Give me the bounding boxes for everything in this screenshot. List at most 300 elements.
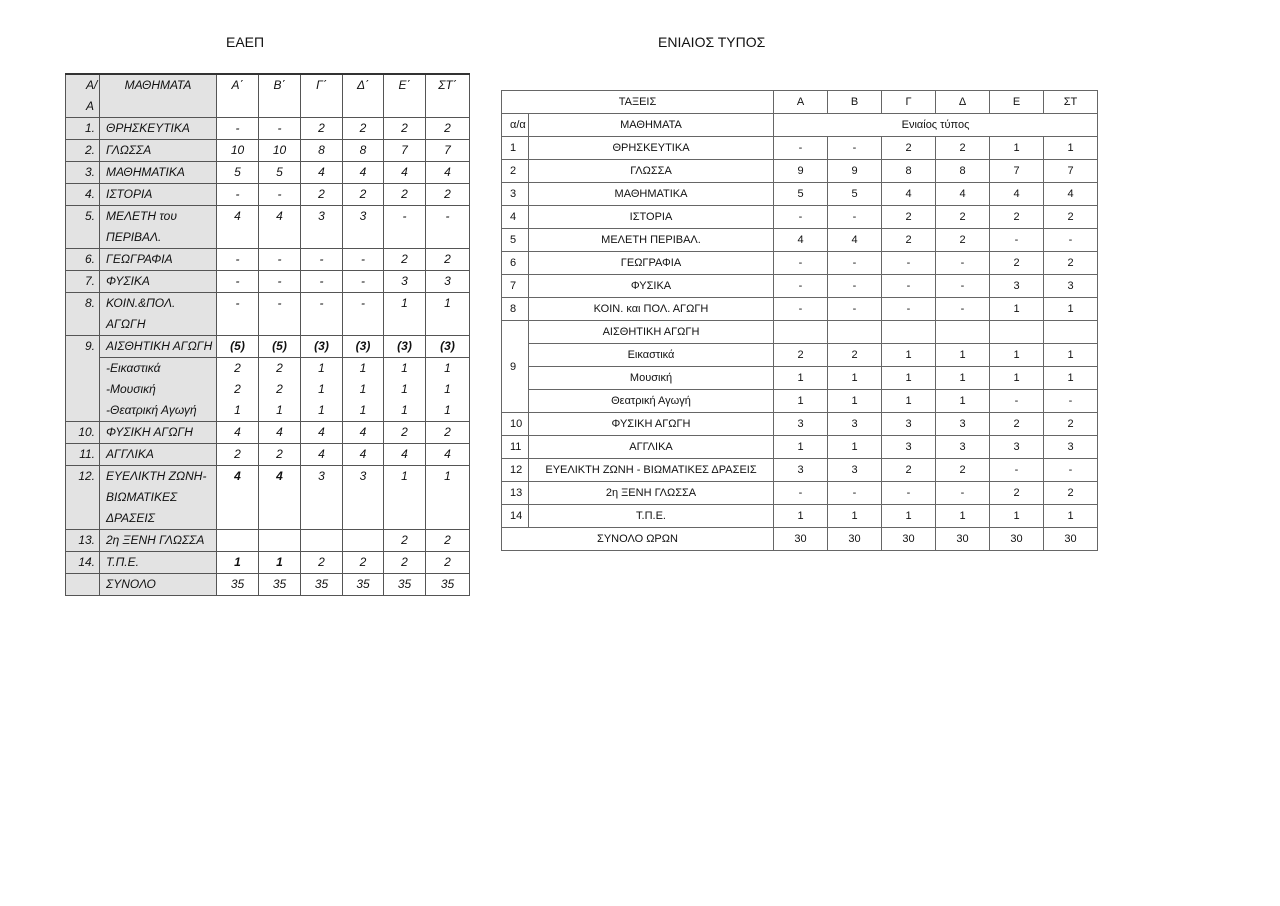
eaep-value: 2 [318,121,325,135]
eaep-value: - [277,121,282,135]
eniaios-value-cell: 2 [828,344,882,367]
eniaios-subject-cell: ΓΕΩΓΡΑΦΙΑ [529,252,774,275]
eaep-value-cell [217,466,259,530]
eaep-value: 3 [359,469,367,483]
eaep-value-cell [343,530,384,552]
eniaios-value-cell: 1 [990,298,1044,321]
eaep-value: 2 [359,187,367,201]
eniaios-value-cell: - [774,298,828,321]
eniaios-row [502,413,1098,436]
eniaios-row [502,505,1098,528]
eaep-value-cell [301,552,343,574]
eaep-value: 2 [401,555,408,569]
eaep-value-cell [259,422,301,444]
eaep-value-cell: 1 [426,379,470,400]
eniaios-row-number: 5 [502,229,529,252]
eaep-value: 4 [318,447,325,461]
eniaios-row [502,229,1098,252]
eaep-value-cell [343,336,384,358]
eaep-value: 3 [401,274,408,288]
eaep-value: 4 [318,425,325,439]
eaep-value-cell [343,184,384,206]
eaep-value: 35 [272,577,287,591]
eniaios-value-cell: - [936,482,990,505]
eaep-value-cell [301,466,343,530]
eniaios-value-cell: 1 [828,436,882,459]
eaep-subject-line: Τ.Π.Ε. [106,555,139,569]
eaep-row-number: 2. [66,140,100,162]
eaep-value: - [402,209,407,223]
eaep-value: 4 [359,425,367,439]
eaep-value-cell: 1 [301,400,343,422]
eaep-header-cell: Γ΄ [301,74,343,118]
eaep-row [66,184,470,206]
eaep-value: 35 [356,577,370,591]
eniaios-row [502,459,1098,482]
eaep-value: 3 [359,209,367,223]
eniaios-subject-cell: ΕΥΕΛΙΚΤΗ ΖΩΝΗ - ΒΙΩΜΑΤΙΚΕΣ ΔΡΑΣΕΙΣ [529,459,774,482]
eaep-value-cell: 2 [259,379,301,400]
eaep-subject-line: ΑΓΓΛΙΚΑ [106,447,154,461]
eniaios-value-cell: 4 [1044,183,1098,206]
eaep-value: 4 [234,469,241,483]
eaep-value: 3 [444,274,451,288]
eaep-value: 4 [234,425,241,439]
eniaios-value-cell: - [882,275,936,298]
eaep-value: 1 [401,469,408,483]
eaep-row [66,162,470,184]
eniaios-row [502,206,1098,229]
eniaios-value-cell: 2 [1044,413,1098,436]
eniaios-row [502,137,1098,160]
eaep-value-cell [217,574,259,596]
eaep-value: 2 [359,555,367,569]
eaep-value: 4 [359,165,367,179]
eniaios-value-cell: 2 [990,252,1044,275]
eaep-value: 3 [318,469,325,483]
eaep-value: - [445,209,450,223]
eaep-value: 1 [444,469,451,483]
eniaios-value-cell: - [936,252,990,275]
eniaios-value-cell: 1 [1044,137,1098,160]
eniaios-value-cell: 7 [1044,160,1098,183]
eaep-value-cell [259,140,301,162]
eaep-value-cell [343,293,384,336]
eaep-subject-cell [100,552,217,574]
eaep-subject-line: ΑΙΣΘΗΤΙΚΗ ΑΓΩΓΗ [106,339,213,353]
eaep-value: - [319,296,324,310]
eniaios-value-cell: 2 [936,137,990,160]
eniaios-value-cell: 1 [936,367,990,390]
eniaios-value-cell: 7 [990,160,1044,183]
eaep-subject-line: 2η ΞΕΝΗ ΓΛΩΣΣΑ [106,533,205,547]
eaep-header-cell: Δ΄ [343,74,384,118]
eniaios-value-cell: - [828,137,882,160]
eaep-value-cell [426,552,470,574]
eaep-subject-cell [100,206,217,249]
eniaios-header-cell: ΤΑΞΕΙΣ [502,91,774,114]
eaep-value-cell [301,162,343,184]
eniaios-value-cell: - [774,252,828,275]
eniaios-subject-cell: ΚΟΙΝ. και ΠΟΛ. ΑΓΩΓΗ [529,298,774,321]
eaep-value: 35 [397,577,412,591]
eaep-value-cell [343,444,384,466]
eaep-value-cell [343,466,384,530]
eaep-value: - [235,274,240,288]
eaep-subject-line: ΜΑΘΗΜΑΤΙΚΑ [106,165,185,179]
eaep-value-cell [426,140,470,162]
eaep-value-cell [384,184,426,206]
eniaios-row-number: 12 [502,459,529,482]
eaep-value-cell [259,444,301,466]
eniaios-value-cell: - [882,298,936,321]
eniaios-row-number: 1 [502,137,529,160]
eaep-value-cell: 1 [426,400,470,422]
eniaios-value-cell: 4 [882,183,936,206]
eniaios-header-cell: Α [774,91,828,114]
eniaios-subrow [502,390,1098,413]
eniaios-value-cell: 1 [936,390,990,413]
eaep-subject-line: ΦΥΣΙΚΑ [106,274,150,288]
eaep-value-cell [217,118,259,140]
eniaios-value-cell [936,321,990,344]
eaep-value-cell: 1 [301,379,343,400]
eaep-row-number: 8. [66,293,100,336]
eaep-value-cell [343,574,384,596]
eaep-subject-cell [100,530,217,552]
eaep-table [65,73,470,596]
eniaios-value-cell: 1 [828,390,882,413]
eaep-value: - [361,296,365,310]
eaep-subject-line: ΜΕΛΕΤΗ του [106,209,177,223]
eniaios-value-cell: 1 [828,367,882,390]
eniaios-value-cell: 2 [882,459,936,482]
eniaios-row-number: 13 [502,482,529,505]
eaep-value: 3 [318,209,325,223]
eniaios-subject-cell: ΜΕΛΕΤΗ ΠΕΡΙΒΑΛ. [529,229,774,252]
eaep-row-number: 9. [66,336,100,422]
eaep-value-cell [217,293,259,336]
eniaios-value-cell: 3 [828,459,882,482]
eaep-value-cell [384,466,426,530]
eniaios-value-cell: 3 [774,459,828,482]
eaep-value-cell [259,574,301,596]
eaep-value-cell [426,336,470,358]
eniaios-value-cell: - [1044,229,1098,252]
eniaios-subject-cell: ΑΙΣΘΗΤΙΚΗ ΑΓΩΓΗ [529,321,774,344]
eniaios-value-cell: 1 [990,137,1044,160]
eaep-value: - [319,252,324,266]
eaep-value-cell [343,206,384,249]
eaep-value: 4 [444,447,451,461]
eniaios-value-cell: 2 [1044,252,1098,275]
eaep-value: 10 [230,143,245,157]
eaep-value-cell [259,118,301,140]
eaep-header-cell: ΣΤ΄ [426,74,470,118]
eaep-value-cell [259,162,301,184]
eaep-subject-cell: -Εικαστικά [100,358,217,380]
eaep-value-cell [259,293,301,336]
eaep-value-cell [343,162,384,184]
eaep-row-number: 6. [66,249,100,271]
eaep-value-cell [301,118,343,140]
eaep-subject-line: ΠΕΡΙΒΑΛ. [106,230,162,244]
eaep-subject-line: ΓΕΩΓΡΑΦΙΑ [106,252,173,266]
eaep-row [66,336,470,358]
eaep-value: - [277,296,282,310]
eniaios-value-cell: 4 [936,183,990,206]
eniaios-value-cell: 3 [828,413,882,436]
eniaios-value-cell: 4 [774,229,828,252]
eaep-value-cell [426,466,470,530]
eaep-value: 35 [440,577,455,591]
eaep-value-cell [301,184,343,206]
eaep-value-cell [301,444,343,466]
eaep-value-cell [426,249,470,271]
eniaios-value-cell: 9 [774,160,828,183]
eniaios-row [502,252,1098,275]
eaep-header-cell: Α/Α [66,74,100,118]
eniaios-total-value: 30 [990,528,1044,551]
eniaios-value-cell: 8 [882,160,936,183]
eaep-value-cell [426,184,470,206]
eaep-value-cell [426,271,470,293]
eaep-value: 8 [359,143,367,157]
eaep-subject-line: ΓΛΩΣΣΑ [106,143,152,157]
eniaios-row-number: 4 [502,206,529,229]
eaep-value-cell [343,118,384,140]
eaep-value-cell [426,422,470,444]
eaep-value: 7 [444,143,451,157]
eniaios-row [502,482,1098,505]
eaep-value-cell [426,444,470,466]
eniaios-value-cell: 2 [882,206,936,229]
eaep-value-cell [217,271,259,293]
eaep-value: - [277,187,282,201]
eniaios-subject-cell: 2η ΞΕΝΗ ΓΛΩΣΣΑ [529,482,774,505]
eniaios-value-cell [828,321,882,344]
eaep-header-cell: Β΄ [259,74,301,118]
eaep-subject-line: ΦΥΣΙΚΗ ΑΓΩΓΗ [106,425,193,439]
eaep-value-cell: 1 [343,379,384,400]
eaep-value-cell: 2 [217,358,259,380]
eniaios-value-cell: 3 [990,436,1044,459]
eniaios-value-cell: 2 [936,206,990,229]
eaep-value-cell [384,574,426,596]
eniaios-total-value: 30 [828,528,882,551]
eaep-value-cell [259,206,301,249]
eniaios-value-cell: 5 [828,183,882,206]
eaep-subject-cell [100,466,217,530]
eaep-value: 2 [444,555,451,569]
eaep-value-cell [384,530,426,552]
eniaios-row [502,298,1098,321]
eniaios-value-cell: 1 [774,505,828,528]
eaep-subject-cell: -Μουσική [100,379,217,400]
eaep-value-cell [217,140,259,162]
eniaios-total-value: 30 [774,528,828,551]
eniaios-value-cell: 1 [774,390,828,413]
eniaios-subject-header: ΜΑΘΗΜΑΤΑ [529,114,774,137]
eniaios-value-cell: 3 [990,275,1044,298]
eaep-value-cell [384,162,426,184]
eaep-value-cell [384,444,426,466]
eaep-value: 5 [234,165,241,179]
eaep-row [66,530,470,552]
eaep-value: 2 [444,252,451,266]
eniaios-subheader-row [502,114,1098,137]
eaep-row [66,466,470,530]
eaep-value: 4 [234,209,241,223]
eniaios-row-number: 6 [502,252,529,275]
eniaios-value-cell: 2 [936,229,990,252]
eaep-subject-line: ΕΥΕΛΙΚΤΗ ΖΩΝΗ- [106,469,207,483]
eaep-value-cell [259,530,301,552]
eaep-value-cell [301,271,343,293]
eniaios-value-cell [882,321,936,344]
eaep-value: - [235,252,240,266]
eniaios-value-cell: - [990,390,1044,413]
eaep-value-cell [426,530,470,552]
eniaios-value-cell: - [774,137,828,160]
eniaios-value-cell: 1 [882,367,936,390]
eniaios-row-number: 11 [502,436,529,459]
eaep-value: 2 [401,252,408,266]
eaep-value-cell [259,466,301,530]
eaep-value-cell: 1 [259,400,301,422]
eaep-value-cell [426,118,470,140]
eniaios-value-cell: - [1044,390,1098,413]
eaep-value-cell [217,530,259,552]
eniaios-value-cell: 2 [936,459,990,482]
eniaios-total-value: 30 [936,528,990,551]
eniaios-value-cell: - [936,298,990,321]
eniaios-header-row [502,91,1098,114]
eaep-value-cell [384,206,426,249]
eaep-value-cell [301,140,343,162]
eniaios-row-number: 7 [502,275,529,298]
eaep-value-cell: 1 [426,358,470,380]
eniaios-subject-cell: ΑΓΓΛΙΚΑ [529,436,774,459]
eaep-value: 2 [401,425,408,439]
eniaios-row-number: 10 [502,413,529,436]
eaep-subject-cell [100,184,217,206]
eniaios-value-cell: 4 [828,229,882,252]
eaep-row-number: 1. [66,118,100,140]
eaep-subject-line: ΙΣΤΟΡΙΑ [106,187,153,201]
eaep-row-number: 12. [66,466,100,530]
eaep-value: 1 [401,296,408,310]
eaep-value: 1 [234,555,241,569]
eaep-row [66,271,470,293]
eaep-value-cell [259,271,301,293]
eniaios-value-cell: 2 [990,482,1044,505]
eniaios-subject-cell: Θεατρική Αγωγή [529,390,774,413]
eaep-value-cell [343,140,384,162]
eniaios-value-cell: 2 [990,413,1044,436]
eniaios-value-cell: 1 [882,344,936,367]
eaep-value-cell [301,336,343,358]
eaep-value-cell: 1 [343,400,384,422]
eaep-value: 2 [318,555,325,569]
eaep-subject-line: ΒΙΩΜΑΤΙΚΕΣ [106,490,178,504]
eniaios-subject-cell: Τ.Π.Ε. [529,505,774,528]
eaep-value: 4 [318,165,325,179]
eaep-subject-cell: -Θεατρική Αγωγή [100,400,217,422]
eaep-subject-cell [100,162,217,184]
eaep-value-cell [343,552,384,574]
eniaios-value-cell: - [936,275,990,298]
eaep-value-cell [301,206,343,249]
eaep-value-cell [259,552,301,574]
eaep-value-cell [384,552,426,574]
eaep-value-cell: 1 [301,358,343,380]
eaep-row-number: 7. [66,271,100,293]
eaep-value: 5 [276,165,283,179]
eniaios-aa-header: α/α [502,114,529,137]
eaep-value: (3) [355,339,371,353]
eaep-value-cell: 2 [217,379,259,400]
eaep-value: 2 [318,187,325,201]
eniaios-subject-cell: ΘΡΗΣΚΕΥΤΙΚΑ [529,137,774,160]
eaep-row [66,118,470,140]
eaep-value: 4 [444,165,451,179]
eniaios-value-cell: - [990,459,1044,482]
eaep-header-row [66,74,470,118]
eniaios-value-cell: 3 [936,413,990,436]
eaep-subject-cell [100,249,217,271]
eniaios-type-header: Ενιαίος τύπος [774,114,1098,137]
eaep-value: 7 [401,143,408,157]
eaep-value-cell [217,249,259,271]
eniaios-value-cell: - [828,206,882,229]
eniaios-value-cell: 2 [882,137,936,160]
eaep-value-cell [301,422,343,444]
eaep-value: (3) [314,339,329,353]
eaep-value-cell: 1 [384,379,426,400]
eaep-row-number: 5. [66,206,100,249]
eniaios-header-cell: Γ [882,91,936,114]
eaep-value: 4 [359,447,367,461]
eaep-value: (3) [397,339,412,353]
eaep-row [66,422,470,444]
eaep-value-cell [217,336,259,358]
eniaios-row-number: 9 [502,321,529,413]
eaep-value-cell [384,140,426,162]
eaep-value-cell [217,162,259,184]
eaep-value-cell: 1 [217,400,259,422]
eaep-value: - [235,187,240,201]
eniaios-value-cell: - [828,298,882,321]
eniaios-subject-cell: ΦΥΣΙΚΑ [529,275,774,298]
eaep-value: (5) [230,339,245,353]
eniaios-value-cell: 2 [1044,206,1098,229]
eaep-header-cell: Α΄ [217,74,259,118]
eniaios-value-cell [774,321,828,344]
eaep-subrow [66,400,470,422]
eaep-value: 1 [276,555,283,569]
eaep-value-cell [217,552,259,574]
eaep-subject-cell [100,422,217,444]
eniaios-value-cell: 1 [1044,298,1098,321]
eniaios-value-cell: 2 [990,206,1044,229]
eaep-value: 2 [276,447,283,461]
eaep-value: 4 [401,165,408,179]
eaep-value: 1 [444,296,451,310]
eaep-row [66,140,470,162]
eaep-row-number: 4. [66,184,100,206]
eaep-row-number: 14. [66,552,100,574]
